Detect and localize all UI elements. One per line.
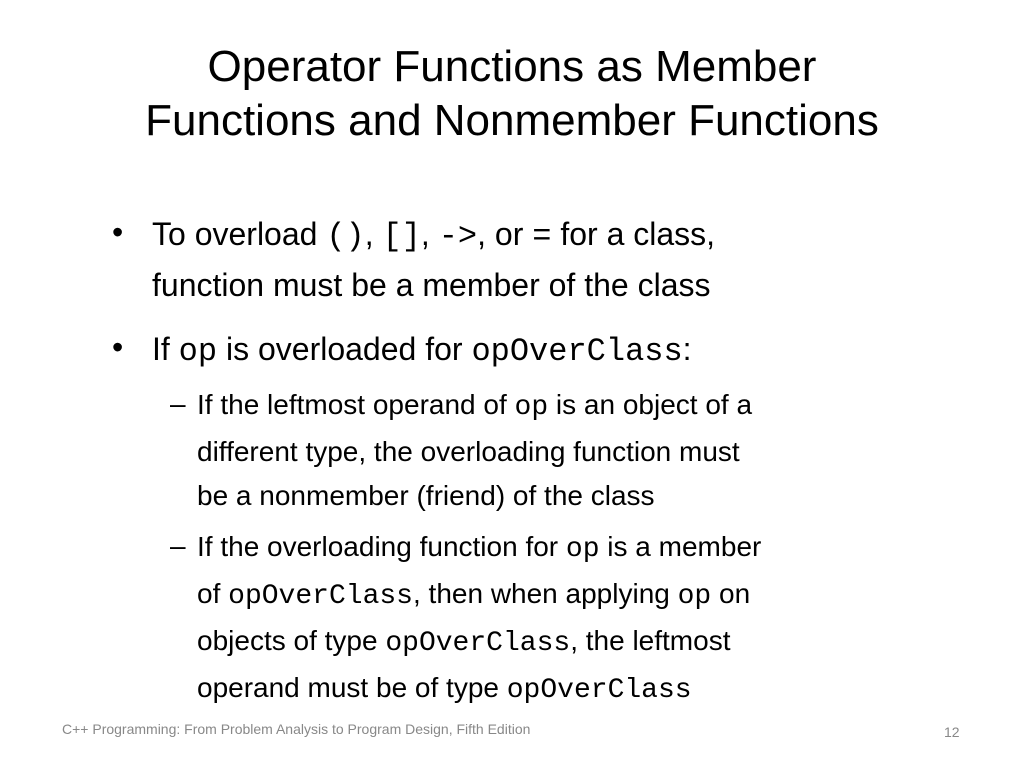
code-brackets: [] <box>382 218 421 255</box>
sub-bullet-line <box>197 383 987 430</box>
text: , <box>364 216 383 252</box>
text: for a class, <box>551 216 716 252</box>
slide-title <box>40 40 984 148</box>
bullet-line <box>152 325 982 376</box>
code-opoverclass: opOverClass <box>228 581 413 612</box>
code-op: op <box>178 333 218 370</box>
text: , the leftmost <box>570 625 731 656</box>
text: is a member <box>599 531 762 562</box>
sub-bullet-marker: – <box>170 530 186 561</box>
sub-bullet-line <box>197 619 987 666</box>
code-opoverclass: opOverClass <box>385 628 571 659</box>
bullet-line <box>152 210 982 261</box>
code-op: op <box>514 392 549 423</box>
code-op: op <box>565 534 600 565</box>
text: of <box>197 578 229 609</box>
page-number: 12 <box>944 724 960 740</box>
text: on <box>711 578 751 609</box>
text: , then when applying <box>412 578 678 609</box>
title-line: Operator Functions as Member <box>207 42 817 91</box>
text: is an object of a <box>548 389 753 420</box>
bullet-marker: • <box>112 214 124 250</box>
bullet-line: function must be a member of the class <box>152 267 711 303</box>
text: objects of type <box>197 625 386 656</box>
sub-bullet-line: different type, the overloading function must <box>197 436 740 467</box>
code-op: op <box>677 581 712 612</box>
title-line: Functions and Nonmember Functions <box>145 96 879 145</box>
text: If the leftmost operand of <box>197 389 515 420</box>
sub-bullet-member <box>197 525 987 713</box>
sub-bullet-line <box>197 525 987 572</box>
text: If <box>152 331 179 367</box>
bullet-overloaded-for <box>152 325 982 376</box>
text: operand must be of type <box>197 672 507 703</box>
bullet-marker: • <box>112 329 124 365</box>
code-opoverclass: opOverClass <box>471 333 683 370</box>
code-parens: () <box>326 218 365 255</box>
text: , or <box>477 216 533 252</box>
bullet-overload-member <box>152 210 982 309</box>
code-opoverclass: opOverClass <box>506 675 692 706</box>
sub-bullet-line <box>197 572 987 619</box>
footer-book-title: C++ Programming: From Problem Analysis to Program Design, Fifth Edition <box>62 721 531 737</box>
sub-bullet-line: be a nonmember (friend) of the class <box>197 480 655 511</box>
sub-bullet-marker: – <box>170 388 186 419</box>
text: To overload <box>152 216 327 252</box>
code-arrow: -> <box>438 218 478 255</box>
sub-bullet-nonmember <box>197 383 987 518</box>
text: , <box>420 216 439 252</box>
code-assign: = <box>532 218 552 255</box>
text: : <box>682 331 692 367</box>
sub-bullet-line <box>197 666 987 713</box>
text: is overloaded for <box>217 331 472 367</box>
text: If the overloading function for <box>197 531 566 562</box>
